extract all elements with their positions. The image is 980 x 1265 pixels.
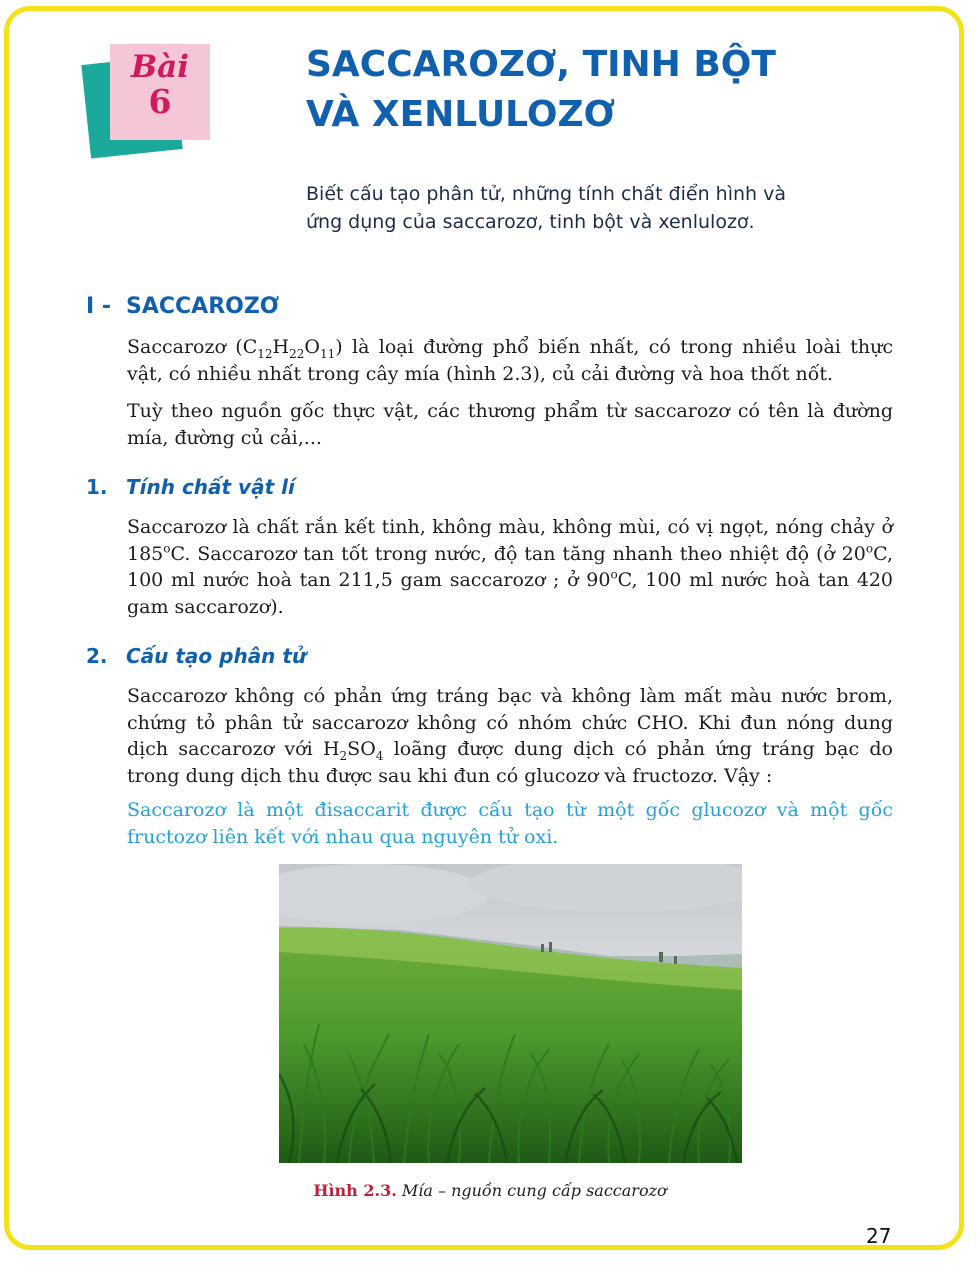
physical-text-4: C, 100 ml nước hoà tan 420 gam saccarozơ). [127, 569, 893, 618]
subscript-22: 22 [289, 346, 305, 361]
physical-text-3: C, 100 ml nước hoà tan 211,5 gam saccarozơ ; ở 90 [127, 542, 893, 591]
subscript-2: 2 [339, 748, 348, 763]
section-heading-saccarozo [86, 294, 279, 319]
physical-text-1: Saccarozơ là chất rắn kết tinh, không màu, không mùi, có vị ngọt, nóng chảy ở 185 [127, 516, 893, 565]
lesson-badge [110, 44, 210, 140]
lesson-title-line-1: SACCAROZƠ, TINH BỘT [306, 44, 776, 85]
lesson-badge-word: Bài [130, 49, 190, 85]
figure-caption-text: Mía – nguồn cung cấp saccarozơ [401, 1181, 667, 1200]
formula-h: H [272, 336, 290, 358]
subsection-label: Tính chất vật lí [126, 475, 295, 499]
section-number: I - [86, 294, 111, 319]
formula-o: O [304, 336, 320, 358]
sugarcane-field-photo [279, 864, 742, 1163]
degree-mark: o [865, 541, 874, 556]
section-label: SACCAROZƠ [126, 294, 280, 319]
subscript-12: 12 [257, 346, 273, 361]
structure-text-2: loãng được dung dịch có phản ứng tráng bạc do trong dung dịch thu được sau khi đun có glucozơ và fructozơ. Vậy : [127, 738, 893, 787]
subsection-label: Cấu tạo phân tử [126, 644, 307, 668]
intro-text-end: ) là loại đường phổ biến nhất, có trong nhiều loài thực vật, có nhiều nhất trong cây mía (hình 2.3), củ cải đường và hoa thốt nốt. [127, 336, 893, 385]
page-number: 27 [866, 1224, 892, 1248]
subsection-heading-physical [86, 475, 295, 499]
degree-mark: o [610, 567, 618, 582]
subsection-number: 2. [86, 644, 108, 668]
formula-so: SO [347, 738, 376, 760]
intro-text-start: Saccarozơ (C [127, 336, 258, 358]
subsection-heading-structure [86, 644, 306, 668]
intro-paragraph-1 [127, 334, 893, 387]
lesson-title [306, 40, 906, 140]
physical-text-2: C. Saccarozơ tan tốt trong nước, độ tan tăng nhanh theo nhiệt độ (ở 20 [170, 542, 866, 565]
conclusion-statement: Saccarozơ là một đisaccarit được cấu tạo từ một gốc glucozơ và một gốc fructozơ liên kết với nhau qua nguyên tử oxi. [127, 799, 893, 848]
figure-caption [0, 1181, 980, 1200]
degree-mark: o [163, 541, 171, 556]
subscript-11: 11 [319, 346, 336, 361]
lesson-objective: Biết cấu tạo phân tử, những tính chất điển hình và ứng dụng của saccarozơ, tinh bột và xenlulozơ. [306, 183, 787, 233]
figure-caption-label: Hình 2.3. [313, 1181, 397, 1200]
physical-properties-paragraph [127, 514, 893, 620]
structure-paragraph [127, 683, 893, 789]
lesson-title-line-2: VÀ XENLULOZƠ [306, 94, 615, 135]
subscript-4: 4 [375, 748, 384, 763]
lesson-badge-number: 6 [148, 82, 172, 121]
structure-text-1: Saccarozơ không có phản ứng tráng bạc và không làm mất màu nước brom, chứng tỏ phân tử saccarozơ không có nhóm chức CHO. Khi đun nóng dung dịch saccarozơ với H [127, 685, 893, 760]
intro-paragraph-2: Tuỳ theo nguồn gốc thực vật, các thương phẩm từ saccarozơ có tên là đường mía, đường củ cải,... [127, 400, 893, 449]
subsection-number: 1. [86, 475, 108, 499]
